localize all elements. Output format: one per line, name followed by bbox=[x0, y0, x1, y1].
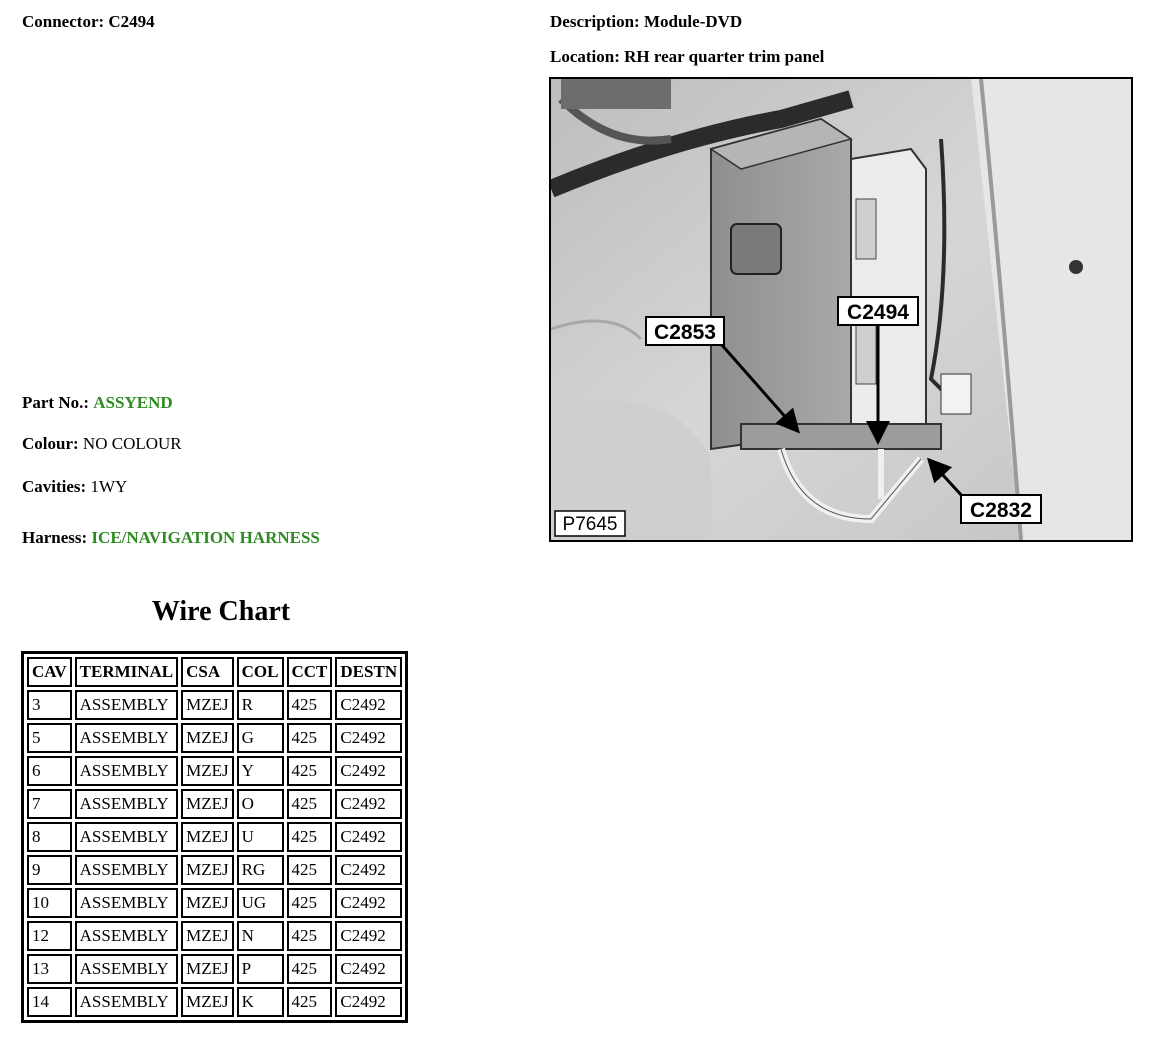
cell-terminal: ASSEMBLY bbox=[75, 855, 179, 885]
header-cav: CAV bbox=[27, 657, 72, 687]
cell-cav: 3 bbox=[27, 690, 72, 720]
cell-cav: 5 bbox=[27, 723, 72, 753]
table-row bbox=[27, 789, 402, 819]
cell-col: O bbox=[237, 789, 284, 819]
cell-cct: 425 bbox=[287, 789, 333, 819]
cell-destn: C2492 bbox=[335, 987, 402, 1017]
header-cct: CCT bbox=[287, 657, 333, 687]
cell-col: N bbox=[237, 921, 284, 951]
table-row bbox=[27, 888, 402, 918]
cell-destn: C2492 bbox=[335, 921, 402, 951]
cell-col: P bbox=[237, 954, 284, 984]
cell-csa: MZEJ bbox=[181, 690, 234, 720]
table-header-row bbox=[27, 657, 402, 687]
cell-cav: 14 bbox=[27, 987, 72, 1017]
cell-terminal: ASSEMBLY bbox=[75, 690, 179, 720]
cell-col: UG bbox=[237, 888, 284, 918]
table-row bbox=[27, 756, 402, 786]
cell-col: K bbox=[237, 987, 284, 1017]
cell-cav: 8 bbox=[27, 822, 72, 852]
cell-destn: C2492 bbox=[335, 954, 402, 984]
cell-csa: MZEJ bbox=[181, 855, 234, 885]
callout-c2494 bbox=[838, 297, 918, 325]
table-row bbox=[27, 987, 402, 1017]
cell-destn: C2492 bbox=[335, 723, 402, 753]
cell-destn: C2492 bbox=[335, 756, 402, 786]
cell-csa: MZEJ bbox=[181, 822, 234, 852]
cell-csa: MZEJ bbox=[181, 789, 234, 819]
callout-c2832-text: C2832 bbox=[970, 499, 1032, 522]
header-terminal: TERMINAL bbox=[75, 657, 179, 687]
cell-cct: 425 bbox=[287, 987, 333, 1017]
table-row bbox=[27, 822, 402, 852]
cell-col: U bbox=[237, 822, 284, 852]
cell-terminal: ASSEMBLY bbox=[75, 921, 179, 951]
harness-field bbox=[22, 528, 320, 548]
connector-value: C2494 bbox=[108, 12, 155, 31]
table-row bbox=[27, 954, 402, 984]
connector-location-photo bbox=[549, 77, 1133, 542]
part-number-label: Part No.: bbox=[22, 393, 90, 412]
location-field bbox=[550, 47, 824, 67]
cell-cct: 425 bbox=[287, 756, 333, 786]
header-csa: CSA bbox=[181, 657, 234, 687]
cavities-value: 1WY bbox=[90, 477, 128, 496]
cell-cav: 9 bbox=[27, 855, 72, 885]
cavities-label: Cavities: bbox=[22, 477, 87, 496]
table-row bbox=[27, 690, 402, 720]
part-number-field bbox=[22, 393, 173, 413]
cell-col: G bbox=[237, 723, 284, 753]
cell-destn: C2492 bbox=[335, 690, 402, 720]
cell-cct: 425 bbox=[287, 954, 333, 984]
description-value: Module-DVD bbox=[643, 12, 743, 31]
harness-label: Harness: bbox=[22, 528, 88, 547]
cell-destn: C2492 bbox=[335, 888, 402, 918]
description-field bbox=[550, 12, 742, 32]
cell-cav: 10 bbox=[27, 888, 72, 918]
description-label: Description: bbox=[550, 12, 640, 31]
cell-csa: MZEJ bbox=[181, 987, 234, 1017]
cavities-field bbox=[22, 477, 127, 497]
callout-c2832 bbox=[961, 495, 1041, 523]
cell-cct: 425 bbox=[287, 855, 333, 885]
location-value: RH rear quarter trim panel bbox=[624, 47, 825, 66]
header-col: COL bbox=[237, 657, 284, 687]
cell-terminal: ASSEMBLY bbox=[75, 789, 179, 819]
connector-label: Connector: bbox=[22, 12, 105, 31]
cell-terminal: ASSEMBLY bbox=[75, 756, 179, 786]
cell-destn: C2492 bbox=[335, 855, 402, 885]
wire-chart-title: Wire Chart bbox=[151, 596, 291, 627]
cell-csa: MZEJ bbox=[181, 954, 234, 984]
table-row bbox=[27, 921, 402, 951]
part-number-link[interactable]: ASSYEND bbox=[93, 393, 173, 412]
colour-label: Colour: bbox=[22, 434, 79, 453]
cell-cct: 425 bbox=[287, 888, 333, 918]
cell-cav: 12 bbox=[27, 921, 72, 951]
cell-terminal: ASSEMBLY bbox=[75, 822, 179, 852]
cell-cav: 7 bbox=[27, 789, 72, 819]
cell-csa: MZEJ bbox=[181, 723, 234, 753]
cell-col: R bbox=[237, 690, 284, 720]
wire-chart-table bbox=[21, 651, 408, 1023]
cell-cct: 425 bbox=[287, 921, 333, 951]
cell-csa: MZEJ bbox=[181, 921, 234, 951]
photo-reference-text: P7645 bbox=[562, 514, 618, 535]
callout-c2853 bbox=[646, 317, 724, 345]
callout-c2494-text: C2494 bbox=[847, 301, 909, 324]
cell-cav: 13 bbox=[27, 954, 72, 984]
table-row bbox=[27, 723, 402, 753]
cell-terminal: ASSEMBLY bbox=[75, 723, 179, 753]
cell-destn: C2492 bbox=[335, 822, 402, 852]
cell-terminal: ASSEMBLY bbox=[75, 954, 179, 984]
harness-link[interactable]: ICE/NAVIGATION HARNESS bbox=[91, 528, 320, 547]
cell-csa: MZEJ bbox=[181, 756, 234, 786]
cell-cav: 6 bbox=[27, 756, 72, 786]
cell-terminal: ASSEMBLY bbox=[75, 987, 179, 1017]
cell-cct: 425 bbox=[287, 723, 333, 753]
cell-cct: 425 bbox=[287, 822, 333, 852]
connector-field bbox=[22, 12, 155, 32]
photo-reference bbox=[555, 511, 625, 536]
cell-col: Y bbox=[237, 756, 284, 786]
colour-field bbox=[22, 434, 182, 454]
cell-csa: MZEJ bbox=[181, 888, 234, 918]
table-row bbox=[27, 855, 402, 885]
callout-c2853-text: C2853 bbox=[654, 321, 716, 344]
header-destn: DESTN bbox=[335, 657, 402, 687]
location-label: Location: bbox=[550, 47, 620, 66]
cell-terminal: ASSEMBLY bbox=[75, 888, 179, 918]
cell-col: RG bbox=[237, 855, 284, 885]
cell-cct: 425 bbox=[287, 690, 333, 720]
cell-destn: C2492 bbox=[335, 789, 402, 819]
colour-value: NO COLOUR bbox=[82, 434, 182, 453]
